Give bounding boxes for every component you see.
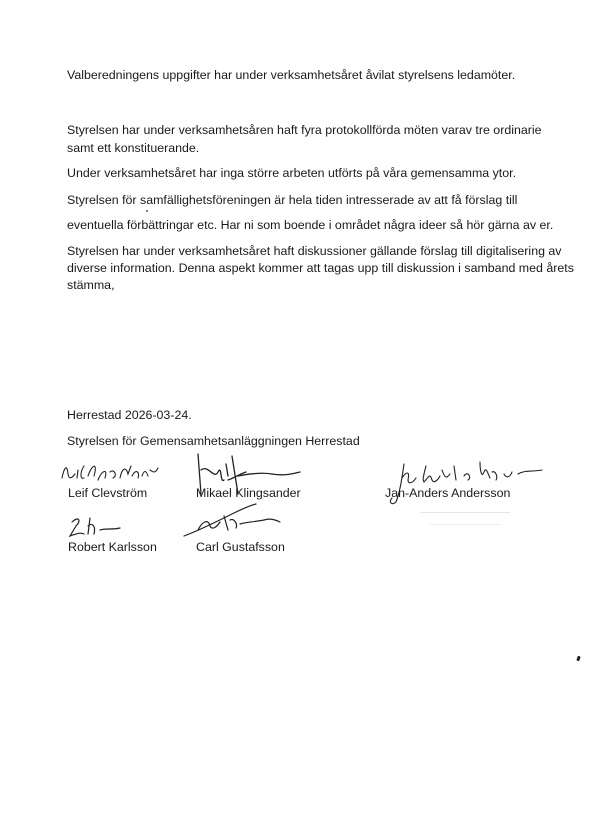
paragraph-forslag-line2: eventuella förbättringar etc. Har ni som boende i området några ideer så hör gärna av er.: [67, 218, 554, 232]
signatory-jan-anders-andersson: Jan-Anders Andersson: [385, 486, 511, 500]
paragraph-digitalisering-line1: Styrelsen har under verksamhetsåret haft diskussioner gällande förslag till digitalisering av: [67, 244, 562, 258]
signature-leif-clevstrom: [58, 458, 168, 486]
paragraph-arbeten: Under verksamhetsåret har inga större arbeten utförts på våra gemensamma ytor.: [67, 166, 517, 180]
scan-speck: [146, 210, 148, 212]
scan-smudge: [420, 512, 510, 513]
signature-robert-karlsson: [62, 512, 132, 542]
signature-jan-anders-andersson: [378, 458, 558, 510]
signatory-leif-clevstrom: Leif Clevström: [68, 486, 148, 500]
scan-speck: [576, 656, 581, 662]
paragraph-moten-line1: Styrelsen har under verksamhetsåren haft fyra protokollförda möten varav tre ordinarie: [67, 123, 542, 137]
signature-carl-gustafsson: [176, 500, 286, 544]
paragraph-digitalisering-line3: stämma,: [67, 278, 115, 292]
signatory-robert-karlsson: Robert Karlsson: [68, 540, 157, 554]
paragraph-valberedning: Valberedningens uppgifter har under verksamhetsåret åvilat styrelsens ledamöter.: [67, 68, 516, 82]
scan-smudge: [430, 524, 500, 525]
signatory-carl-gustafsson: Carl Gustafsson: [196, 540, 285, 554]
board-line: Styrelsen för Gemensamhetsanläggningen Herrestad: [67, 434, 360, 448]
paragraph-moten-line2: samt ett konstituerande.: [67, 141, 200, 155]
paragraph-digitalisering-line2: diverse information. Denna aspekt kommer att tagas upp till diskussion i samband med årets: [67, 261, 574, 275]
signatory-mikael-klingsander: Mikael Klingsander: [196, 486, 301, 500]
place-date: Herrestad 2026-03-24.: [67, 408, 192, 422]
paragraph-forslag-line1: Styrelsen för samfällighetsföreningen är hela tiden intresserade av att få förslag till: [67, 193, 518, 207]
